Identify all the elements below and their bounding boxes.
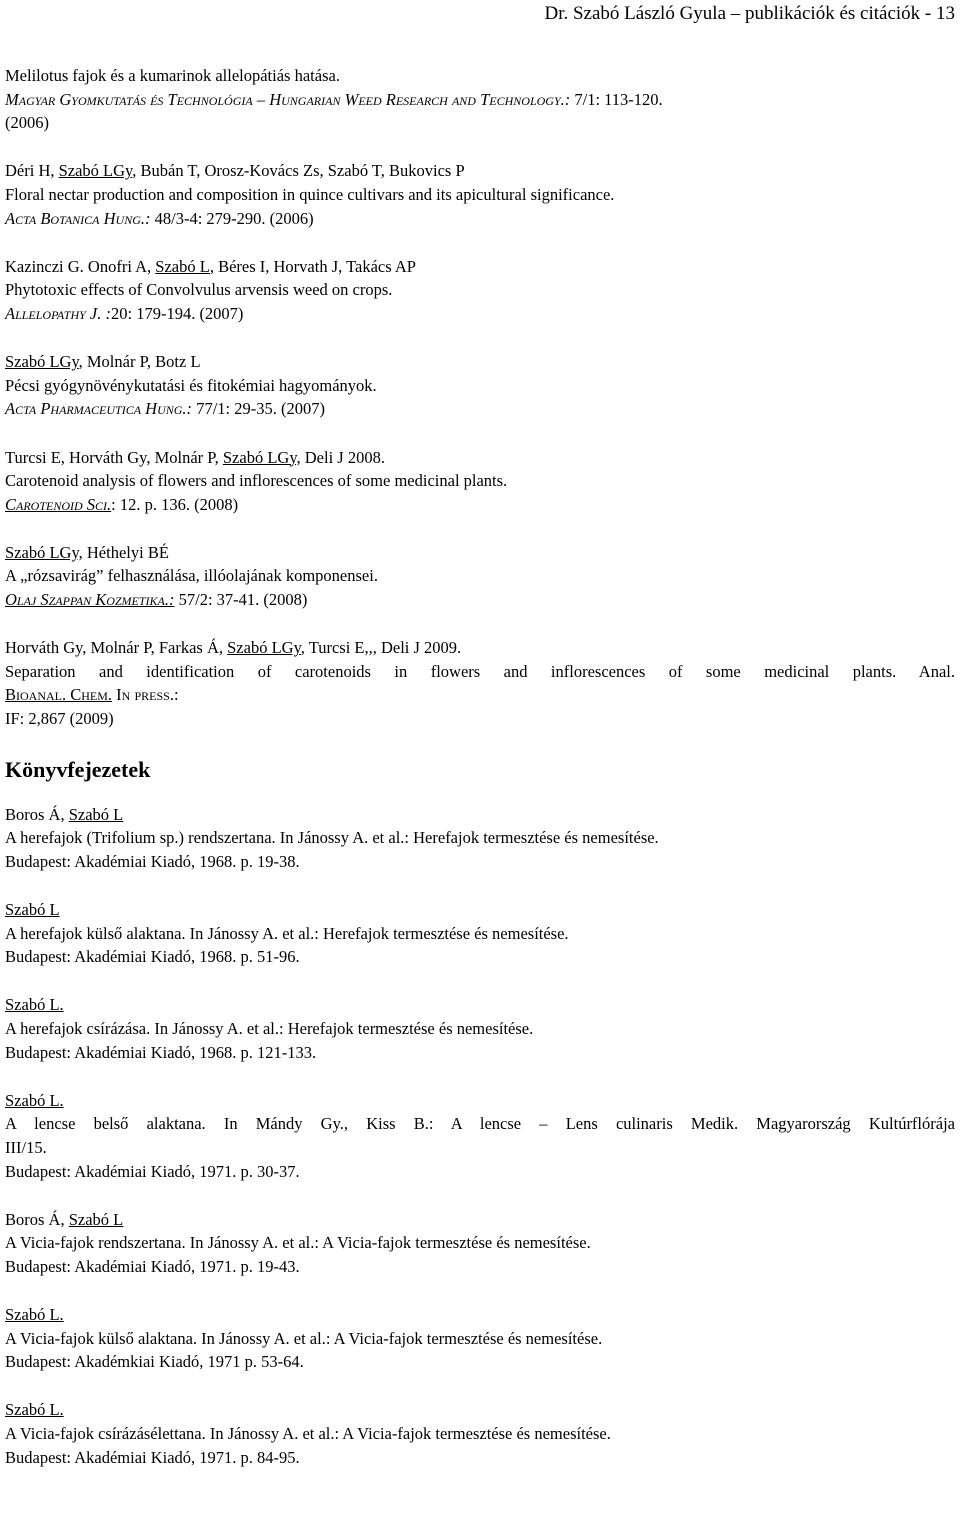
chapter-publisher: Budapest: Akadémkiai Kiadó, 1971 p. 53-64. [5, 1352, 304, 1372]
publication-entry [5, 446, 955, 517]
journal-volume: In press.: [112, 685, 179, 705]
publication-title: Melilotus fajok és a kumarinok allelopátiás hatása. [5, 66, 340, 85]
chapter-title: A Vicia-fajok külső alaktana. In Jánossy A. et al.: A Vicia-fajok termesztése és nemesítése. [5, 1328, 603, 1348]
chapter-entry [5, 898, 955, 969]
chapter-publisher: Budapest: Akadémiai Kiadó, 1971. p. 84-95. [5, 1447, 300, 1467]
publication-journal-line [5, 88, 955, 112]
journal-volume: 7/1: 113-120. [570, 89, 663, 109]
chapter-title: A herefajok csírázása. In Jánossy A. et al.: Herefajok termesztése és nemesítése. [5, 1018, 534, 1038]
publication-journal-line [5, 397, 955, 421]
journal-name: Carotenoid Sci. [5, 494, 112, 514]
publication-title: Pécsi gyógynövénykutatási és fitokémiai hagyományok. [5, 375, 377, 395]
section-heading: Könyvfejezetek [5, 756, 151, 782]
chapter-title-continued: III/15. [5, 1137, 47, 1157]
publication-list [5, 64, 955, 1469]
chapter-entry [5, 1089, 955, 1183]
journal-name: Acta Botanica Hung.: [5, 208, 151, 228]
journal-volume: 20: 179-194. (2007) [110, 303, 244, 323]
publication-authors [5, 446, 955, 470]
authors-text: Boros Á, [5, 1209, 69, 1229]
authors-text: , Turcsi E,,, Deli J 2009. [300, 638, 462, 658]
chapter-entry [5, 803, 955, 874]
journal-name: Acta Pharmaceutica Hung.: [5, 399, 193, 419]
publication-entry [5, 350, 955, 421]
chapter-authors [5, 1398, 955, 1422]
journal-volume: : 12. p. 136. (2008) [111, 494, 239, 514]
chapter-authors [5, 1089, 955, 1113]
chapter-title: A Vicia-fajok csírázásélettana. In Jánossy A. et al.: A Vicia-fajok termesztése és nemesítése. [5, 1424, 611, 1444]
publication-journal-line [5, 302, 955, 326]
publication-title: Separation and identification of carotenoids in flowers and inflorescences of some medicinal plants. Anal. [5, 661, 955, 681]
publication-title: A „rózsavirág” felhasználása, illóolajának komponensei. [5, 566, 378, 586]
authors-text: , Béres I, Horvath J, Takács AP [209, 256, 416, 276]
chapter-publisher: Budapest: Akadémiai Kiadó, 1968. p. 121-133. [5, 1042, 317, 1062]
journal-volume: 57/2: 37-41. (2008) [174, 590, 308, 610]
publication-entry [5, 636, 955, 730]
chapter-authors [5, 898, 955, 922]
chapter-publisher: Budapest: Akadémiai Kiadó, 1968. p. 19-38. [5, 851, 300, 871]
chapter-entry [5, 1208, 955, 1279]
authors-text: Kazinczi G. Onofri A, [5, 256, 156, 276]
author-highlight: Szabó LGy, [222, 447, 301, 467]
publication-authors [5, 541, 955, 565]
author-highlight: Szabó L. [5, 1090, 64, 1110]
chapter-entry [5, 993, 955, 1064]
publication-journal-line [5, 207, 955, 231]
authors-text: Héthelyi BÉ [82, 542, 169, 562]
authors-text: Turcsi E, Horváth Gy, Molnár P, [5, 447, 223, 467]
authors-text: , Molnár P, Botz L [78, 352, 201, 372]
impact-factor: IF: 2,867 (2009) [5, 709, 114, 729]
authors-text: Deli J 2008. [300, 447, 385, 467]
publication-entry [5, 64, 955, 135]
publication-authors [5, 636, 955, 660]
author-highlight: Szabó L. [5, 1305, 64, 1325]
chapter-title: A lencse belső alaktana. In Mándy Gy., Kiss B.: A lencse – Lens culinaris Medik. Magyarország Kultúrflórája [5, 1114, 955, 1134]
chapter-authors [5, 1208, 955, 1232]
author-highlight: Szabó LGy [227, 638, 301, 658]
publication-title: Floral nectar production and composition in quince cultivars and its apicultural significance. [5, 184, 615, 204]
publication-journal-line [5, 588, 955, 612]
author-highlight: Szabó L. [5, 1400, 64, 1420]
authors-text: Boros Á, [5, 804, 69, 824]
chapter-authors [5, 1303, 955, 1327]
journal-volume: 77/1: 29-35. (2007) [192, 399, 325, 419]
chapter-publisher: Budapest: Akadémiai Kiadó, 1971. p. 19-43. [5, 1256, 300, 1276]
author-highlight: Szabó L [5, 900, 60, 919]
publication-journal-line [5, 683, 955, 707]
journal-name: Allelopathy J. : [5, 303, 111, 323]
publication-entry [5, 159, 955, 230]
publication-authors [5, 159, 955, 183]
publication-journal-line [5, 493, 955, 517]
journal-name: Magyar Gyomkutatás és Technológia – Hungarian Weed Research and Technology.: [5, 89, 571, 109]
journal-name: Bioanal. Chem. [5, 685, 113, 705]
journal-volume: 48/3-4: 279-290. (2006) [150, 208, 314, 228]
authors-text: Horváth Gy, Molnár P, Farkas Á, [5, 638, 228, 658]
chapter-entry [5, 1303, 955, 1374]
journal-name: Olaj Szappan Kozmetika.: [5, 590, 175, 610]
author-highlight: Szabó L [68, 1209, 124, 1229]
authors-text: , Bubán T, Orosz-Kovács Zs, Szabó T, Bukovics P [132, 161, 465, 181]
chapter-authors [5, 803, 955, 827]
author-highlight: Szabó LGy, [5, 542, 83, 562]
author-highlight: Szabó L. [5, 995, 64, 1015]
chapter-title: A herefajok (Trifolium sp.) rendszertana. In Jánossy A. et al.: Herefajok termesztése és nemesítése. [5, 828, 659, 848]
chapter-publisher: Budapest: Akadémiai Kiadó, 1968. p. 51-96. [5, 947, 300, 967]
author-highlight: Szabó L [155, 256, 210, 276]
publication-authors [5, 255, 955, 279]
chapter-authors [5, 993, 955, 1017]
publication-entry [5, 541, 955, 612]
author-highlight: Szabó LGy [5, 352, 79, 372]
chapter-title: A Vicia-fajok rendszertana. In Jánossy A. et al.: A Vicia-fajok termesztése és nemesítése. [5, 1233, 591, 1253]
author-highlight: Szabó LGy [58, 161, 133, 181]
publication-entry [5, 255, 955, 326]
author-highlight: Szabó L [68, 804, 124, 824]
publication-authors [5, 350, 955, 374]
chapter-publisher: Budapest: Akadémiai Kiadó, 1971. p. 30-37. [5, 1161, 300, 1181]
publication-title: Carotenoid analysis of flowers and inflorescences of some medicinal plants. [5, 471, 508, 491]
publication-year: (2006) [5, 113, 49, 133]
publication-title: Phytotoxic effects of Convolvulus arvensis weed on crops. [5, 280, 393, 300]
running-header: Dr. Szabó László Gyula – publikációk és citációk - 13 [544, 3, 955, 24]
authors-text: Déri H, [5, 161, 59, 181]
chapter-title: A herefajok külső alaktana. In Jánossy A. et al.: Herefajok termesztése és nemesítése. [5, 923, 569, 943]
chapter-entry [5, 1398, 955, 1469]
